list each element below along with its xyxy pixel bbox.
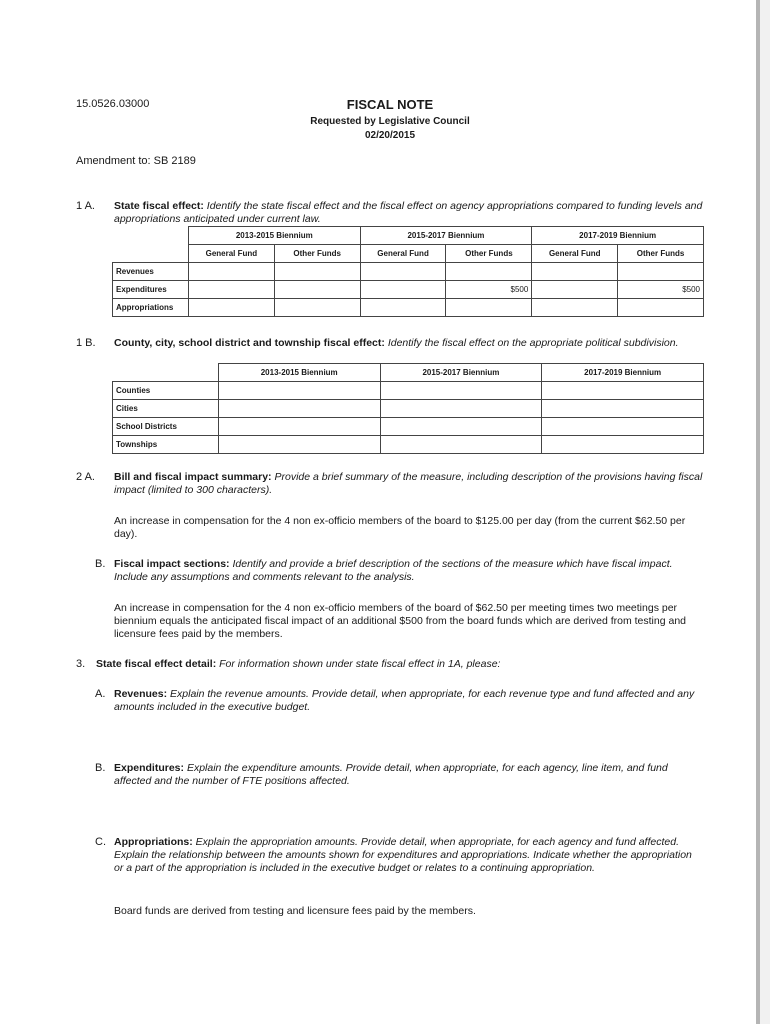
table-cell: [188, 299, 274, 317]
section-1a-number: 1 A.: [76, 200, 95, 212]
table-cell: [188, 281, 274, 299]
section-2a-number: 2 A.: [76, 471, 95, 483]
table-cell: [532, 299, 618, 317]
table-cell: [446, 263, 532, 281]
expenditure-2015-2017-other-funds: $500: [446, 281, 532, 299]
section-3-heading: [96, 658, 704, 671]
section-3-label: State fiscal effect detail:: [96, 658, 217, 670]
table-cell: [446, 299, 532, 317]
section-2b-instructions: Identify and provide a brief description of the sections of the measure which have fiscal impact. Include any assumptions and comments relevant to the analysis.: [114, 558, 673, 583]
table-cell: [380, 436, 542, 454]
table-cell: [360, 263, 446, 281]
table-cell: [218, 436, 380, 454]
section-3-number: 3.: [76, 658, 86, 670]
section-3b-number: B.: [95, 762, 106, 774]
table-corner: [113, 364, 219, 382]
section-1a-instructions: Identify the state fiscal effect and the fiscal effect on agency appropriations compared to funding levels and appropriations anticipated under current law.: [114, 200, 703, 225]
section-1b-label: County, city, school district and township fiscal effect:: [114, 337, 385, 349]
expenditure-2017-2019-other-funds: $500: [618, 281, 704, 299]
amendment-line: Amendment to: SB 2189: [76, 155, 196, 167]
biennium-header: 2017-2019 Biennium: [532, 227, 704, 245]
table-cell: [218, 418, 380, 436]
row-label-counties: Counties: [113, 382, 219, 400]
section-2b-number: B.: [95, 558, 106, 570]
table-cell: [542, 382, 704, 400]
section-3b-label: Expenditures:: [114, 762, 185, 774]
section-3c-label: Appropriations:: [114, 836, 193, 848]
table-cell: [542, 418, 704, 436]
requested-by: Requested by Legislative Council: [310, 116, 470, 127]
table-cell: [188, 263, 274, 281]
table-row: [113, 400, 704, 418]
fund-header: General Fund: [360, 245, 446, 263]
biennium-header: 2015-2017 Biennium: [360, 227, 532, 245]
section-3-instructions: For information shown under state fiscal effect in 1A, please:: [219, 658, 501, 670]
section-2b-label: Fiscal impact sections:: [114, 558, 230, 570]
table-cell: [274, 263, 360, 281]
table-cell: [618, 263, 704, 281]
row-label-cities: Cities: [113, 400, 219, 418]
section-2a-heading: [114, 471, 704, 497]
section-2a-label: Bill and fiscal impact summary:: [114, 471, 272, 483]
table-row: [113, 436, 704, 454]
table-cell: [542, 436, 704, 454]
section-3a-instructions: Explain the revenue amounts. Provide detail, when appropriate, for each revenue type and fund affected and any amounts included in the executive budget.: [114, 688, 695, 713]
section-3c-heading: [114, 836, 704, 875]
local-fiscal-effect-table: [112, 363, 704, 454]
biennium-header: 2015-2017 Biennium: [380, 364, 542, 382]
row-label-revenues: Revenues: [113, 263, 189, 281]
section-3b-heading: [114, 762, 704, 788]
section-1b-instructions: Identify the fiscal effect on the appropriate political subdivision.: [387, 337, 679, 349]
table-cell: [380, 400, 542, 418]
table-cell: [380, 418, 542, 436]
table-row: [113, 382, 704, 400]
fund-header: Other Funds: [618, 245, 704, 263]
table-cell: [380, 382, 542, 400]
fund-header: General Fund: [532, 245, 618, 263]
biennium-header: 2013-2015 Biennium: [218, 364, 380, 382]
section-2a-instructions: Provide a brief summary of the measure, including description of the provisions having fiscal impact (limited to 300 characters).: [114, 471, 703, 496]
table-cell: [618, 299, 704, 317]
scan-margin: [760, 0, 770, 1024]
section-3c-body: Board funds are derived from testing and licensure fees paid by the members.: [114, 905, 476, 917]
table-row: [113, 263, 704, 281]
section-3a-number: A.: [95, 688, 106, 700]
biennium-header: 2017-2019 Biennium: [542, 364, 704, 382]
section-1b-heading: [114, 337, 704, 350]
row-label-school-districts: School Districts: [113, 418, 219, 436]
section-3b-instructions: Explain the expenditure amounts. Provide detail, when appropriate, for each agency, line item, and fund affected and the number of FTE positions affected.: [114, 762, 668, 787]
table-cell: [542, 400, 704, 418]
page-title: FISCAL NOTE: [346, 97, 434, 112]
row-label-townships: Townships: [113, 436, 219, 454]
section-3c-number: C.: [95, 836, 106, 848]
section-1a-heading: [114, 200, 704, 226]
section-3a-label: Revenues:: [114, 688, 168, 700]
section-1a-label: State fiscal effect:: [114, 200, 204, 212]
table-row: [113, 418, 704, 436]
section-2b-heading: [114, 558, 704, 584]
table-corner: [113, 227, 189, 245]
section-3c-instructions: Explain the appropriation amounts. Provide detail, when appropriate, for each agency and fund affected. Explain the relationship between the amounts shown for expenditures and appropriations. Indicate whether the appropriation or a part of the appropriation is included in the executive budget or relates to a continuing appropriation.: [114, 836, 692, 874]
table-corner: [113, 245, 189, 263]
section-1b-number: 1 B.: [76, 337, 96, 349]
table-cell: [360, 299, 446, 317]
table-cell: [532, 263, 618, 281]
state-fiscal-effect-table: [112, 226, 704, 317]
biennium-header: 2013-2015 Biennium: [188, 227, 360, 245]
table-cell: [532, 281, 618, 299]
fund-header: Other Funds: [446, 245, 532, 263]
table-cell: [218, 400, 380, 418]
fund-header: General Fund: [188, 245, 274, 263]
table-cell: [218, 382, 380, 400]
table-cell: [274, 299, 360, 317]
table-cell: [360, 281, 446, 299]
section-3a-heading: [114, 688, 704, 714]
fund-header: Other Funds: [274, 245, 360, 263]
document-id: 15.0526.03000: [76, 98, 150, 110]
section-2a-body: An increase in compensation for the 4 non ex-officio members of the board to $125.00 per day (from the current $62.50 per day).: [114, 515, 686, 540]
table-row: [113, 281, 704, 299]
row-label-expenditures: Expenditures: [113, 281, 189, 299]
scan-edge-line: [756, 0, 760, 1024]
note-date: 02/20/2015: [364, 130, 416, 141]
section-2b-body: An increase in compensation for the 4 non ex-officio members of the board of $62.50 per meeting times two meetings per biennium equals the anticipated fiscal impact of an additional $500 from the board funds which are derived from testing and licensure fees paid by the members.: [114, 602, 687, 640]
row-label-appropriations: Appropriations: [113, 299, 189, 317]
table-cell: [274, 281, 360, 299]
table-row: [113, 299, 704, 317]
